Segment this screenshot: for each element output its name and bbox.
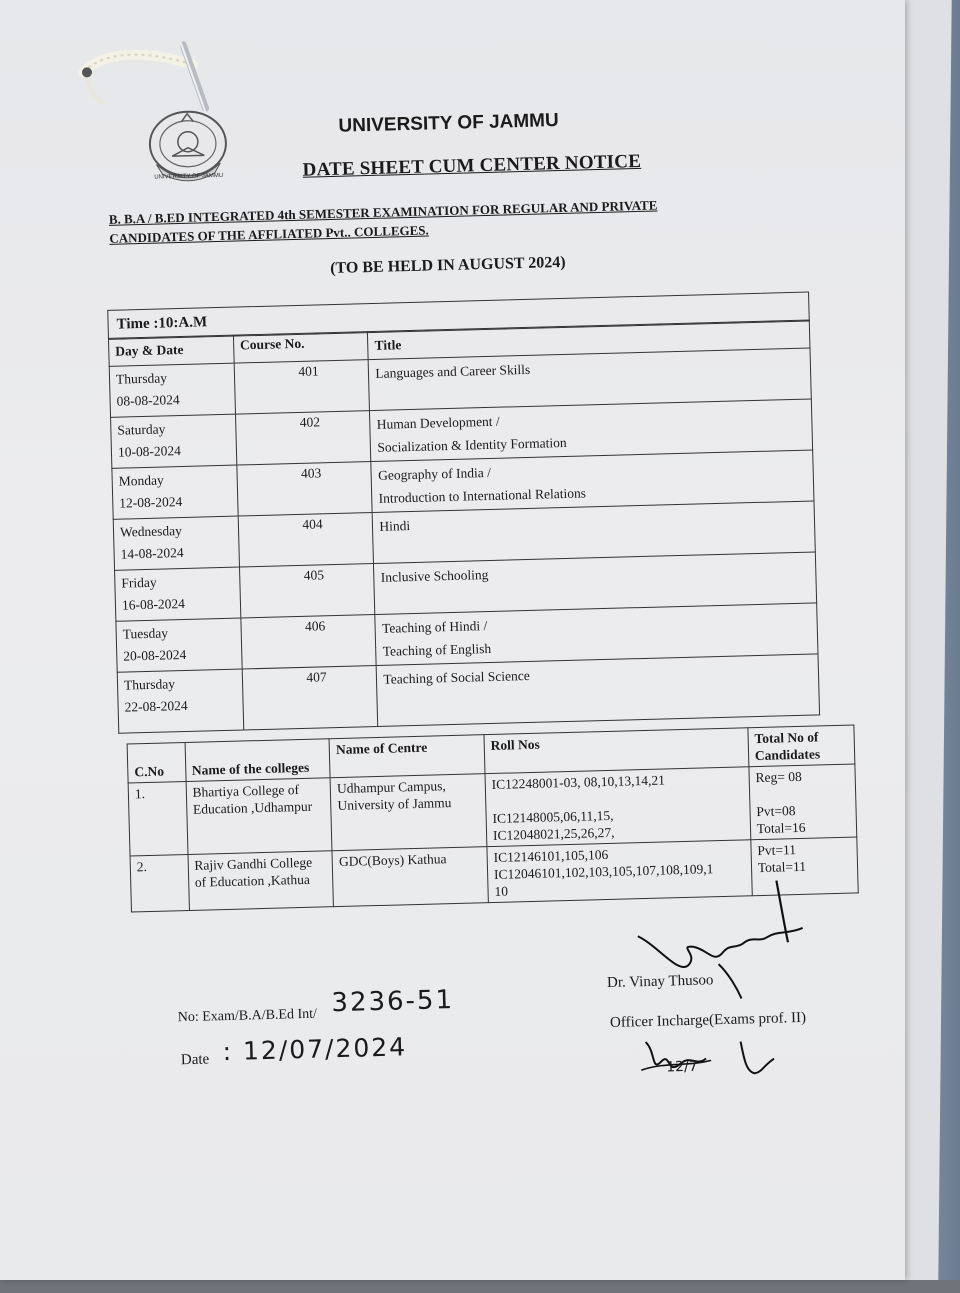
- roll-nos-line-2: IC12046101,102,103,105,107,108,109,1: [493, 861, 714, 882]
- date: 14-08-2024: [120, 544, 184, 562]
- header-college: Name of the colleges: [185, 739, 331, 782]
- header-centre: Name of Centre: [329, 735, 485, 778]
- centre-name: GDC(Boys) Kathua: [332, 847, 488, 907]
- notice-title: DATE SHEET CUM CENTER NOTICE: [302, 150, 642, 181]
- date: 10-08-2024: [117, 443, 182, 460]
- cno: 1.: [128, 782, 188, 856]
- header-total: Total No of Candidates: [748, 725, 855, 767]
- date: 08-08-2024: [116, 392, 180, 409]
- header-course-no: Course No.: [233, 332, 368, 364]
- total-regular: Reg= 08: [755, 768, 802, 786]
- roll-nos-regular: IC12248001-03, 08,10,13,14,21: [491, 772, 666, 793]
- exam-subject-line-1: B. B.A / B.ED INTEGRATED 4th SEMESTER EXAMINATION FOR REGULAR AND PRIVATE: [108, 197, 658, 227]
- header-title: Title: [368, 320, 810, 360]
- pin-icon: [180, 37, 228, 118]
- date: 16-08-2024: [121, 595, 186, 613]
- course-title: Geography of India /: [377, 464, 492, 483]
- exam-subject-line-2: CANDIDATES OF THE AFFLIATED Pvt.. COLLEGES.: [109, 222, 429, 246]
- date: 22-08-2024: [124, 697, 188, 715]
- day: Wednesday: [119, 523, 183, 540]
- date: 12-08-2024: [119, 494, 183, 511]
- college-name: Bhartiya College of Education ,Udhampur: [186, 778, 332, 855]
- course-title-2: Socialization & Identity Formation: [377, 434, 567, 455]
- day: Thursday: [123, 676, 176, 693]
- date-label: Date: [180, 1051, 210, 1069]
- course-no: 405: [239, 564, 375, 619]
- initials-image: [635, 1028, 786, 1088]
- initials-date: 12/7: [666, 1058, 698, 1076]
- course-title: Hindi: [379, 518, 411, 534]
- total-count: Total=16: [756, 819, 806, 837]
- day: Tuesday: [122, 625, 169, 642]
- college-name: Rajiv Gandhi College of Education ,Kathua: [188, 851, 334, 911]
- course-no: 403: [237, 462, 373, 517]
- date: 20-08-2024: [123, 646, 187, 664]
- signatory-designation: Officer Incharge(Exams prof. II): [609, 1009, 807, 1031]
- header-roll-nos: Roll Nos: [484, 728, 749, 774]
- course-title: Languages and Career Skills: [375, 361, 531, 381]
- day: Friday: [121, 574, 157, 591]
- course-no: 407: [242, 665, 378, 730]
- course-title: Teaching of Hindi /: [381, 618, 488, 636]
- held-date-text: (TO BE HELD IN AUGUST 2024): [329, 253, 566, 278]
- roll-nos-line-1: IC12146101,105,106: [493, 846, 609, 865]
- signatory-name: Dr. Vinay Thusoo: [606, 972, 714, 992]
- roll-nos-line-3: 10: [494, 883, 509, 899]
- total-private: Pvt=11: [757, 842, 797, 859]
- course-no: 402: [235, 411, 371, 466]
- header-cno: C.No: [127, 743, 186, 783]
- cno: 2.: [130, 854, 189, 911]
- university-seal-logo: [141, 107, 235, 187]
- course-title: Inclusive Schooling: [380, 567, 489, 585]
- total-count: Total=11: [757, 858, 807, 876]
- course-title-2: Teaching of English: [382, 640, 492, 659]
- course-no: 404: [238, 513, 374, 568]
- day: Saturday: [117, 421, 166, 438]
- day: Thursday: [115, 370, 168, 387]
- course-no: 406: [241, 614, 377, 669]
- roll-nos-private-2: IC12048021,25,26,27,: [492, 824, 615, 843]
- exam-time: Time :10:A.M: [116, 314, 208, 333]
- day: Monday: [118, 472, 164, 489]
- reference-number-handwritten: 3236-51: [331, 985, 455, 1019]
- reference-number-label: No: Exam/B.A/B.Ed Int/: [177, 1006, 318, 1026]
- date-handwritten: : 12/07/2024: [222, 1032, 408, 1067]
- seal-text: UNIVERSITY OF JAMMU: [154, 172, 224, 181]
- course-title: Teaching of Social Science: [383, 667, 530, 687]
- roll-nos-private-1: IC12148005,06,11,15,: [492, 807, 614, 826]
- schedule-table: [108, 320, 820, 734]
- total-private: Pvt=08: [756, 803, 796, 820]
- course-no: 401: [234, 360, 370, 415]
- course-title-2: Introduction to International Relations: [378, 485, 587, 506]
- header-day-date: Day & Date: [108, 335, 233, 366]
- university-title: UNIVERSITY OF JAMMU: [338, 110, 559, 137]
- centre-name: Udhampur Campus, University of Jammu: [330, 774, 487, 851]
- course-title: Human Development /: [376, 413, 500, 432]
